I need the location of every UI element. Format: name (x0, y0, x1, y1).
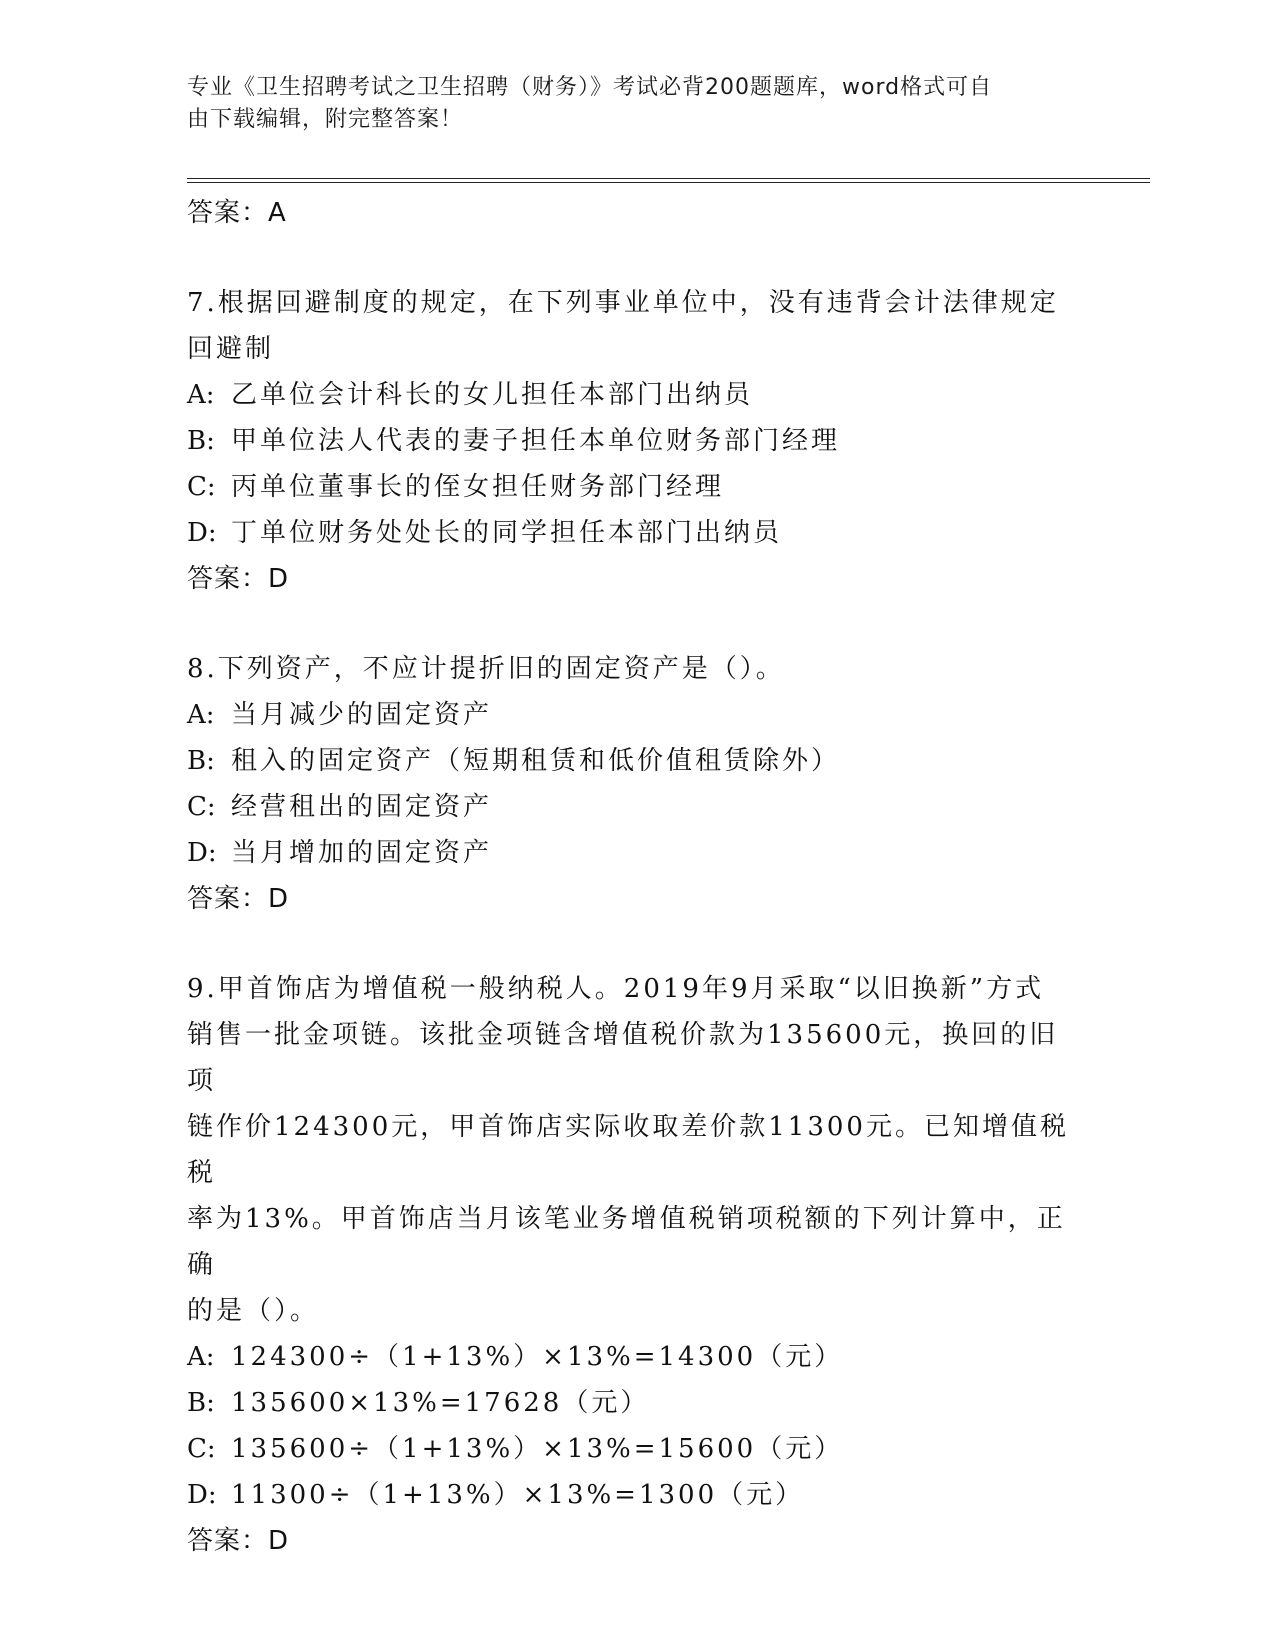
option-b: B: 135600×13%=17628（元） (187, 1388, 650, 1418)
option-d: D: 丁单位财务处处长的同学担任本部门出纳员 (187, 518, 783, 548)
option-c: C: 经营租出的固定资产 (187, 792, 493, 822)
question-8 (187, 646, 1087, 922)
question-text: 回避制 (187, 334, 275, 364)
option-b: B: 甲单位法人代表的妻子担任本单位财务部门经理 (187, 426, 841, 456)
option-a: A: 当月减少的固定资产 (187, 700, 493, 730)
answer: 答案：D (187, 884, 290, 914)
question-text: 9.甲首饰店为增值税一般纳税人。2019年9月采取“以旧换新”方式 (187, 974, 1045, 1004)
option-a: A: 乙单位会计科长的女儿担任本部门出纳员 (187, 380, 754, 410)
answer: 答案：D (187, 1526, 290, 1556)
option-c: C: 丙单位董事长的侄女担任财务部门经理 (187, 472, 725, 502)
question-7 (187, 280, 1087, 602)
question-text: 销售一批金项链。该批金项链含增值税价款为135600元，换回的旧项 (187, 1020, 1059, 1096)
header-line-1: 专业《卫生招聘考试之卫生招聘（财务）》考试必背200题题库，word格式可自 (187, 75, 993, 100)
question-text: 链作价124300元，甲首饰店实际收取差价款11300元。已知增值税税 (187, 1112, 1069, 1188)
question-text: 7.根据回避制度的规定，在下列事业单位中，没有违背会计法律规定 (187, 288, 1059, 318)
question-9 (187, 966, 1087, 1564)
option-a: A: 124300÷（1+13%）×13%=14300（元） (187, 1342, 844, 1372)
option-b: B: 租入的固定资产（短期租赁和低价值租赁除外） (187, 746, 841, 776)
option-d: D: 11300÷（1+13%）×13%=1300（元） (187, 1480, 805, 1510)
header-divider-bottom (187, 182, 1150, 183)
question-text: 率为13%。甲首饰店当月该笔业务增值税销项税额的下列计算中，正确 (187, 1204, 1066, 1280)
question-text: 8.下列资产，不应计提折旧的固定资产是（）。 (187, 654, 785, 684)
answer-previous: 答案：A (187, 198, 287, 228)
header-line-2: 由下载编辑，附完整答案！ (187, 107, 464, 132)
option-d: D: 当月增加的固定资产 (187, 838, 493, 868)
question-text: 的是（）。 (187, 1296, 320, 1326)
option-c: C: 135600÷（1+13%）×13%=15600（元） (187, 1434, 844, 1464)
answer: 答案：D (187, 564, 290, 594)
page-header (187, 72, 1067, 136)
question-list (187, 190, 1087, 1564)
header-divider-top (187, 178, 1150, 179)
